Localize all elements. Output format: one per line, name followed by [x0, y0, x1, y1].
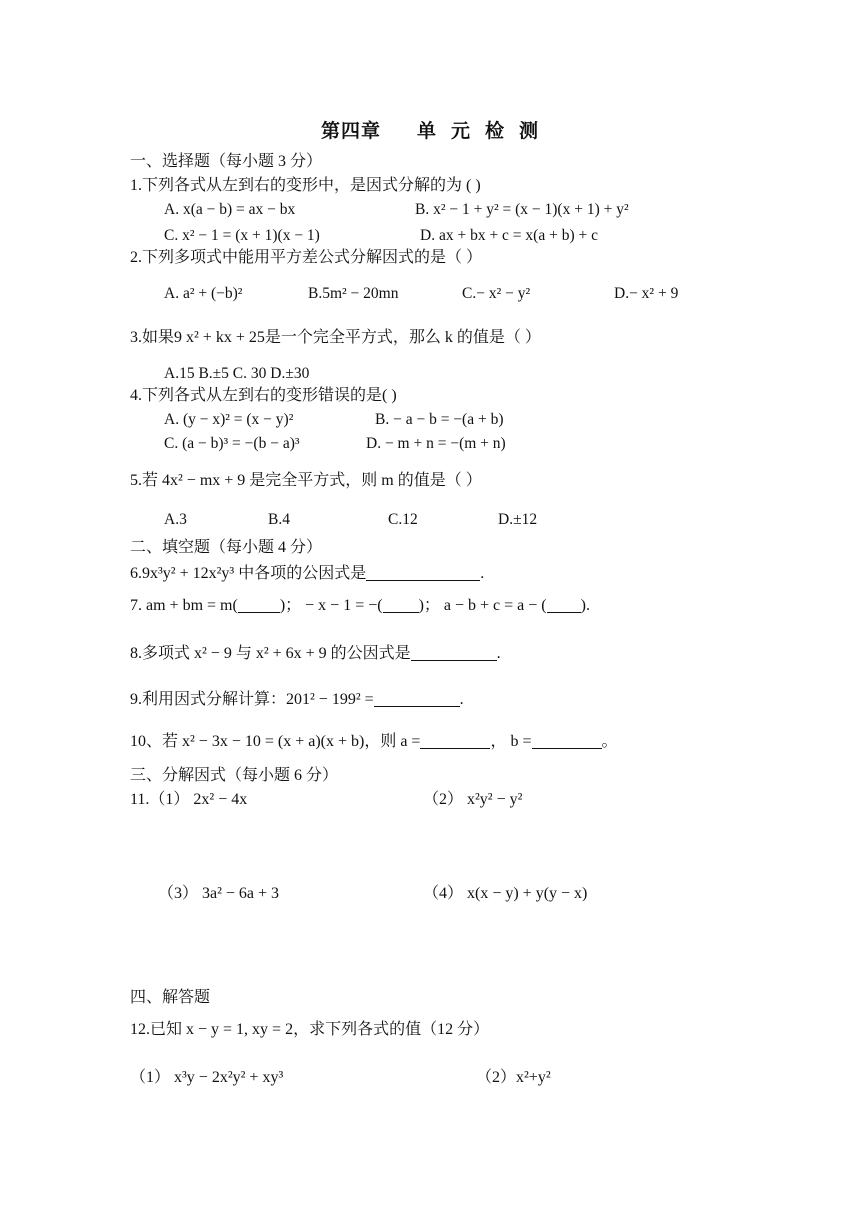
question-3-options: A.15 B.±5 C. 30 D.±30	[164, 365, 310, 382]
title-char: 元	[450, 121, 471, 142]
question-5-option-c: C.12	[388, 511, 418, 528]
answer-blank[interactable]	[374, 690, 460, 707]
question-2-option-a: A. a² + (−b)²	[164, 285, 243, 302]
question-10-mid: ， b =	[490, 733, 532, 750]
section-heading: 一、选择题（每小题 3 分）	[130, 153, 323, 170]
question-10-end: 。	[601, 733, 618, 750]
question-9	[130, 690, 464, 710]
question-1-option-a: A. x(a − b) = ax − bx	[164, 201, 296, 218]
question-4-option-c: C. (a − b)³ = −(b − a)³	[164, 435, 300, 452]
answer-blank[interactable]	[411, 644, 497, 661]
title-char: 测	[519, 121, 540, 142]
question-12-stem: 12.已知 x − y = 1, xy = 2，求下列各式的值（12 分）	[130, 1021, 490, 1038]
question-6-end: .	[480, 565, 485, 582]
question-9-stem: 9.利用因式分解计算：201² − 199² =	[130, 691, 374, 708]
question-10	[130, 732, 618, 752]
answer-blank[interactable]	[420, 732, 490, 749]
question-7-part-4: ).	[580, 597, 590, 614]
question-5-option-d: D.±12	[498, 511, 538, 528]
question-2-stem: 2.下列多项式中能用平方差公式分解因式的是（ ）	[130, 249, 483, 266]
section-heading: 三、分解因式（每小题 6 分）	[130, 767, 339, 784]
question-11-item-4: （4） x(x − y) + y(y − x)	[423, 885, 588, 902]
question-1-option-d: D. ax + bx + c = x(a + b) + c	[420, 227, 598, 244]
question-4-option-d: D. − m + n = −(m + n)	[366, 435, 506, 452]
question-1-option-b: B. x² − 1 + y² = (x − 1)(x + 1) + y²	[415, 201, 629, 218]
section-heading: 四、解答题	[130, 989, 211, 1006]
answer-blank[interactable]	[366, 564, 480, 581]
question-8	[130, 644, 501, 664]
question-7-part-3: )； a − b + c = a − (	[418, 597, 547, 614]
question-2-option-d: D.− x² + 9	[614, 285, 679, 302]
question-1-stem: 1.下列各式从左到右的变形中，是因式分解的为 ( )	[130, 177, 481, 194]
question-6-stem: 6.9x³y² + 12x²y³ 中各项的公因式是	[130, 565, 367, 582]
answer-blank[interactable]	[383, 596, 419, 613]
question-7-part-2: )； − x − 1 = −(	[279, 597, 383, 614]
question-8-end: .	[496, 645, 501, 662]
question-11-item-3: （3） 3a² − 6a + 3	[158, 885, 280, 902]
chapter-label: 第四章	[320, 121, 381, 142]
question-11-item-2: （2） x²y² − y²	[423, 791, 523, 808]
question-12-item-2: （2）x²+y²	[476, 1069, 551, 1086]
title-char: 检	[485, 121, 506, 142]
title-char: 单	[416, 121, 437, 142]
question-10-stem: 10、若 x² − 3x − 10 = (x + a)(x + b)，则 a =	[130, 733, 421, 750]
page-title	[0, 116, 860, 143]
answer-blank[interactable]	[532, 732, 602, 749]
question-3-stem: 3.如果9 x² + kx + 25是一个完全平方式，那么 k 的值是（ ）	[130, 329, 541, 346]
question-8-stem: 8.多项式 x² − 9 与 x² + 6x + 9 的公因式是	[130, 645, 411, 662]
question-12-item-1: （1） x³y − 2x²y² + xy³	[130, 1069, 284, 1086]
question-1-option-c: C. x² − 1 = (x + 1)(x − 1)	[164, 227, 320, 244]
question-5-option-a: A.3	[164, 511, 187, 528]
question-11-item-1: 11.（1） 2x² − 4x	[130, 791, 248, 808]
question-4-option-a: A. (y − x)² = (x − y)²	[164, 411, 294, 428]
question-7	[130, 596, 590, 616]
question-2-option-c: C.− x² − y²	[462, 285, 531, 302]
section-heading: 二、填空题（每小题 4 分）	[130, 539, 323, 556]
answer-blank[interactable]	[547, 596, 581, 613]
answer-blank[interactable]	[238, 596, 280, 613]
question-4-stem: 4.下列各式从左到右的变形错误的是( )	[130, 387, 397, 404]
question-4-option-b: B. − a − b = −(a + b)	[375, 411, 504, 428]
question-7-part-1: 7. am + bm = m(	[130, 597, 238, 614]
question-6	[130, 564, 484, 584]
question-5-stem: 5.若 4x² − mx + 9 是完全平方式，则 m 的值是（ ）	[130, 472, 482, 489]
question-9-end: .	[459, 691, 464, 708]
question-5-option-b: B.4	[268, 511, 290, 528]
question-2-option-b: B.5m² − 20mn	[308, 285, 399, 302]
